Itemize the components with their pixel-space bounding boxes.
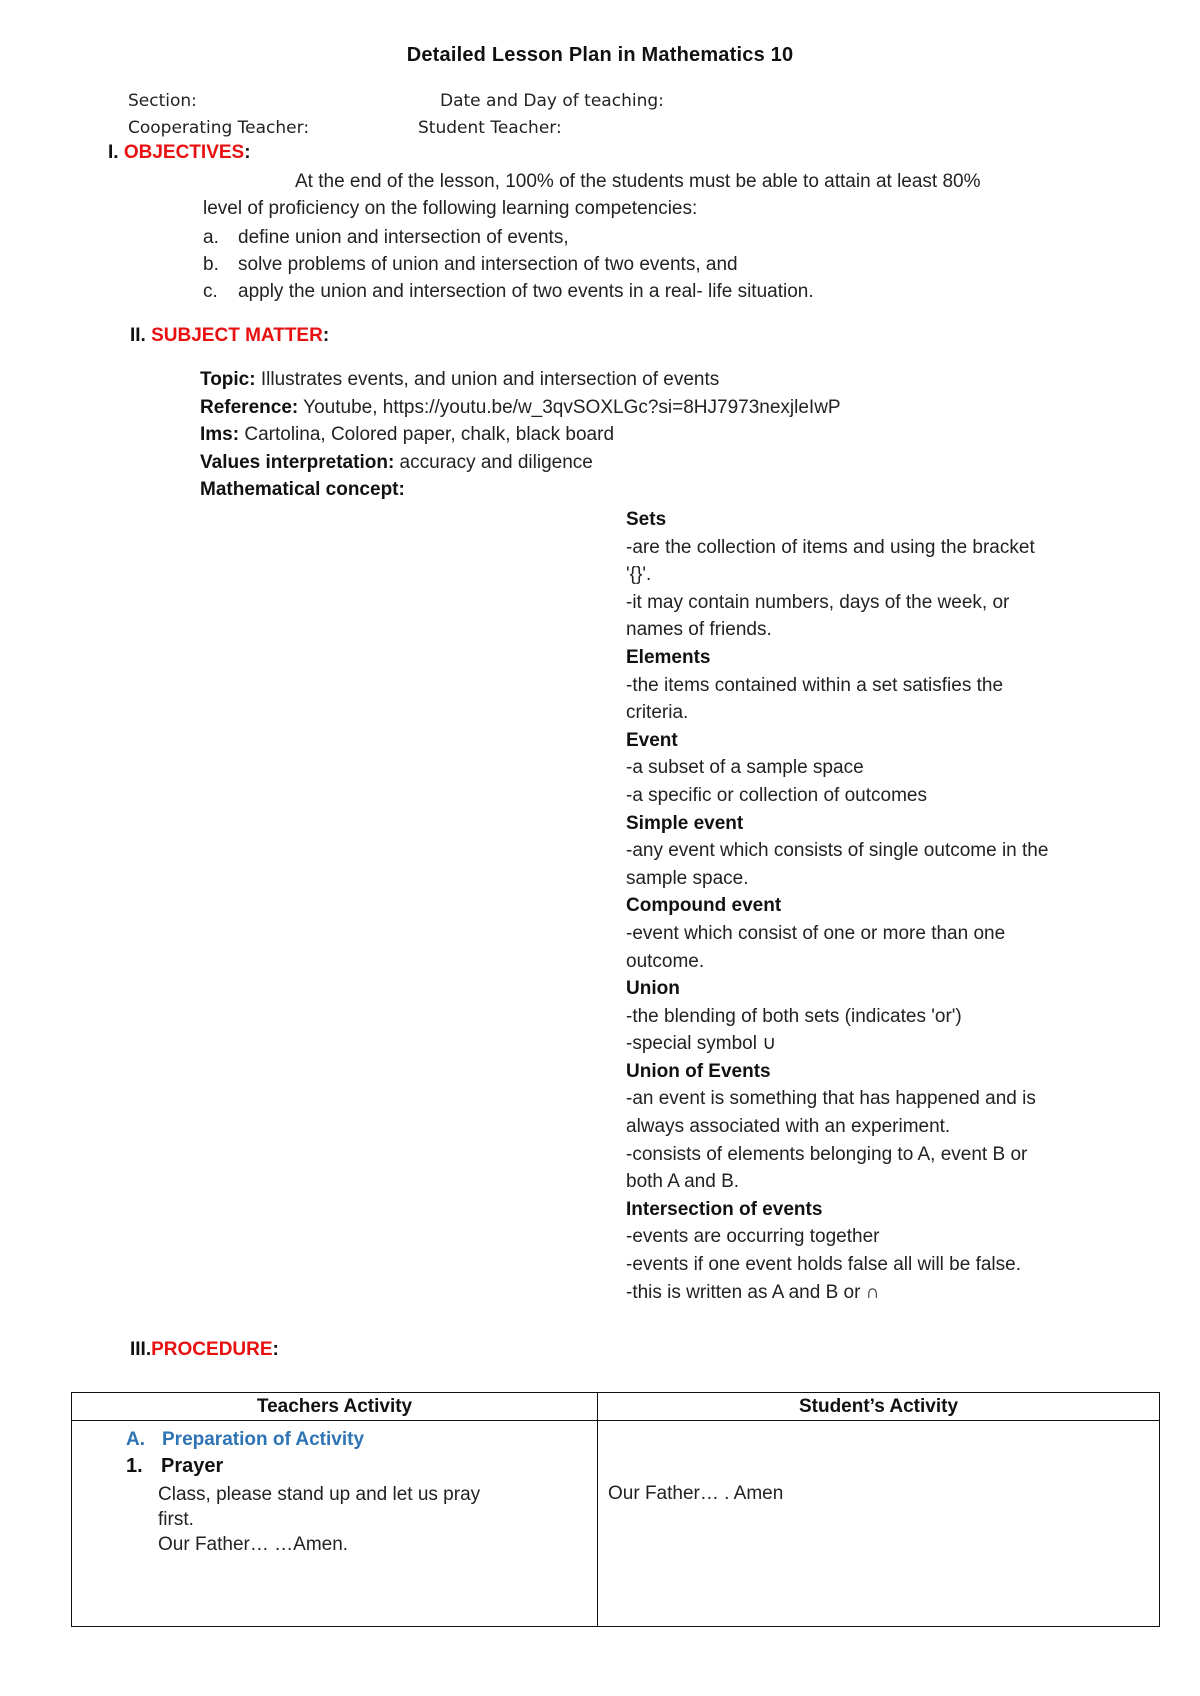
objective-item (203, 278, 814, 305)
table-row (72, 1421, 1160, 1627)
procedure-heading (130, 1339, 279, 1361)
list-marker: c. (203, 281, 218, 302)
concept-definition-line: both A and B. (626, 1171, 740, 1193)
concept-term: Intersection of events (626, 1198, 823, 1220)
subject-matter-roman: II. (130, 325, 146, 346)
table-header-row (72, 1393, 1160, 1421)
prayer-heading (126, 1455, 223, 1478)
student-activity-cell (598, 1421, 1160, 1627)
objective-item (203, 224, 814, 251)
concept-definition-line: always associated with an experiment. (626, 1116, 951, 1138)
teacher-prayer-text (158, 1482, 558, 1557)
preparation-subheading (126, 1429, 364, 1451)
subject-matter-label: SUBJECT MATTER (151, 325, 323, 346)
objective-text: define union and intersection of events, (238, 227, 569, 248)
teacher-line: Class, please stand up and let us pray (158, 1484, 481, 1505)
concept-definition-line: names of friends. (626, 619, 772, 641)
reference-value: Youtube, https://youtu.be/w_3qvSOXLGc?si=8HJ7973nexjleIwP (298, 396, 841, 418)
list-marker: a. (203, 227, 219, 248)
concept-term: Compound event (626, 895, 782, 917)
section-marker: A. (126, 1429, 145, 1450)
ims-label: Ims: (200, 424, 240, 445)
concept-definition-line: '{}'. (626, 564, 652, 586)
concept-definition-line: -events if one event holds false all will be false. (626, 1254, 1021, 1276)
subject-matter-details (200, 366, 841, 504)
objectives-colon: : (244, 142, 251, 163)
concept-term: Union of Events (626, 1060, 771, 1082)
section-label: Section: (128, 91, 197, 111)
subject-matter-colon: : (322, 325, 330, 346)
concept-definition-line: -it may contain numbers, days of the week, or (626, 591, 1010, 613)
section-title: Preparation of Activity (162, 1429, 365, 1450)
document-title: Detailed Lesson Plan in Mathematics 10 (406, 44, 794, 66)
concept-term: Elements (626, 646, 711, 668)
concept-definition-line: -a subset of a sample space (626, 757, 864, 779)
procedure-table (71, 1392, 1160, 1627)
concept-definition-line: criteria. (626, 702, 689, 724)
student-activity-header: Student’s Activity (598, 1393, 1160, 1421)
teacher-activity-cell (72, 1421, 598, 1627)
concept-line (200, 476, 841, 504)
objectives-intro-line1: At the end of the lesson, 100% of the students must be able to attain at least 80% (295, 171, 981, 192)
subject-matter-heading (130, 325, 329, 347)
student-teacher-label: Student Teacher: (418, 118, 562, 138)
teacher-line: first. (158, 1509, 194, 1530)
concept-definition-line: -special symbol ∪ (626, 1033, 777, 1055)
procedure-roman: III. (130, 1339, 152, 1360)
concept-definition-line: sample space. (626, 867, 749, 889)
concept-label: Mathematical concept: (200, 479, 405, 500)
values-value: accuracy and diligence (394, 451, 593, 473)
ims-line (200, 421, 841, 449)
concept-definition-line: -event which consist of one or more than one (626, 922, 1006, 944)
concept-term: Simple event (626, 812, 744, 834)
objective-text: apply the union and intersection of two events in a real- life situation. (238, 281, 814, 302)
cooperating-teacher-label: Cooperating Teacher: (128, 118, 310, 138)
concept-definition-line: -events are occurring together (626, 1226, 880, 1248)
concept-definition-line: outcome. (626, 950, 705, 972)
reference-label: Reference: (200, 396, 299, 418)
teacher-activity-header: Teachers Activity (72, 1393, 598, 1421)
ims-value: Cartolina, Colored paper, chalk, black board (239, 424, 615, 445)
date-day-label: Date and Day of teaching: (440, 91, 664, 111)
concept-definition-line: -the blending of both sets (indicates 'or') (626, 1005, 962, 1027)
item-marker: 1. (126, 1455, 143, 1477)
concept-definitions (626, 506, 1146, 1306)
teacher-line: Our Father… …Amen. (158, 1534, 349, 1555)
objective-text: solve problems of union and intersection of two events, and (238, 254, 738, 275)
concept-definition-line: -an event is something that has happened and is (626, 1088, 1036, 1110)
reference-line (200, 394, 841, 422)
item-title: Prayer (161, 1455, 224, 1477)
concept-definition-line: -the items contained within a set satisfies the (626, 674, 1004, 696)
topic-label: Topic: (200, 369, 256, 390)
list-marker: b. (203, 254, 219, 275)
objectives-roman: I. (108, 142, 119, 163)
objective-item (203, 251, 814, 278)
concept-term: Event (626, 729, 678, 751)
concept-definition-line: -any event which consists of single outcome in the (626, 840, 1049, 862)
objectives-list (203, 224, 814, 305)
concept-definition-line: -this is written as A and B or ∩ (626, 1281, 880, 1303)
concept-definition-line: -a specific or collection of outcomes (626, 784, 927, 806)
concept-definition-line: -consists of elements belonging to A, event B or (626, 1143, 1028, 1165)
student-prayer-text: Our Father… . Amen (608, 1483, 784, 1504)
procedure-label: PROCEDURE (151, 1339, 273, 1360)
objectives-intro-line2: level of proficiency on the following learning competencies: (203, 198, 698, 219)
concept-definition-line: -are the collection of items and using the bracket (626, 536, 1035, 558)
objectives-heading (108, 142, 251, 164)
concept-term: Sets (626, 509, 667, 530)
values-label: Values interpretation: (200, 451, 395, 473)
topic-value: Illustrates events, and union and intersection of events (255, 369, 720, 390)
values-line (200, 449, 841, 477)
topic-line (200, 366, 841, 394)
procedure-colon: : (272, 1339, 279, 1360)
concept-term: Union (626, 978, 680, 1000)
objectives-label: OBJECTIVES (123, 142, 245, 163)
